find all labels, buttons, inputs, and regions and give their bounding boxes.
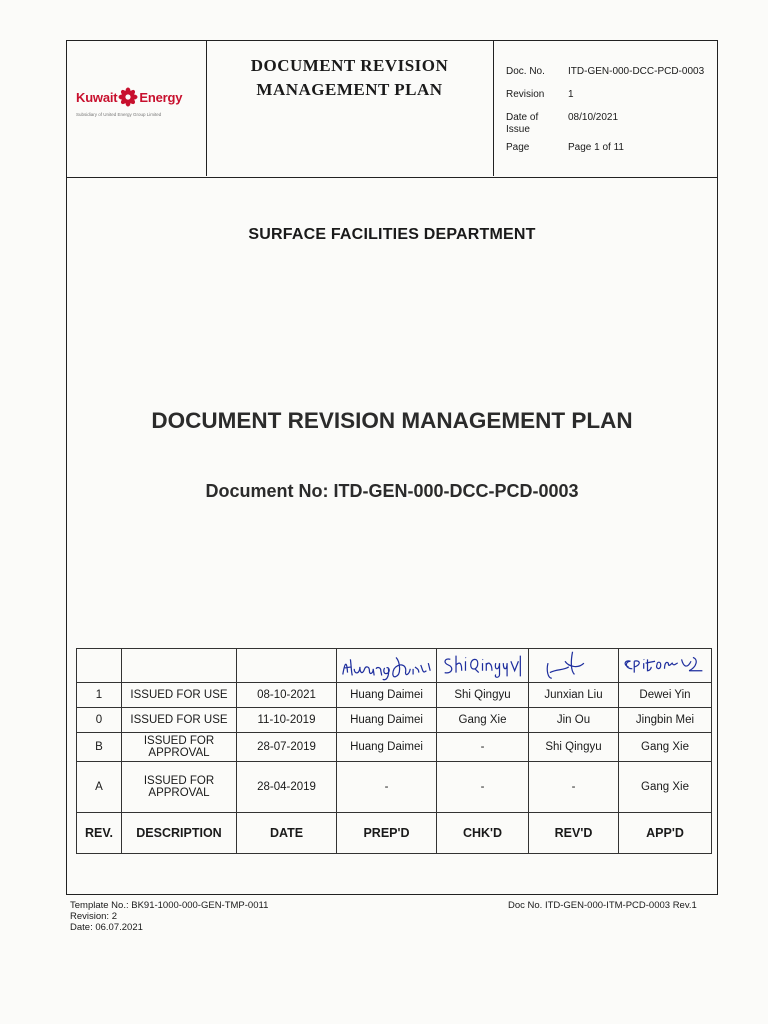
handwritten-signature-image [339,649,434,682]
rev-cell: A [77,762,122,813]
signature-cell [237,649,337,683]
description-cell: ISSUED FOR USE [122,708,237,733]
meta-value: 08/10/2021 [568,112,619,123]
appd-cell: Gang Xie [619,762,712,813]
meta-label: Date of Issue [506,112,539,135]
date-cell: 28-07-2019 [237,733,337,762]
meta-value: 1 [568,89,574,100]
table-row [77,708,712,733]
footer-template-no: Template No.: BK91-1000-000-GEN-TMP-0011 [70,900,269,911]
logo-text-left: Kuwait [76,89,118,105]
company-logo [76,86,200,108]
column-header-rev: REV. [77,813,122,854]
date-cell: 11-10-2019 [237,708,337,733]
column-header-appd: APP'D [619,813,712,854]
column-header-prepd: PREP'D [337,813,437,854]
document-header [66,40,718,178]
appd-cell: Dewei Yin [619,683,712,708]
table-header-row [77,813,712,854]
handwritten-signature-image [531,649,616,682]
signature-row [77,649,712,683]
chkd-cell: - [437,762,529,813]
revd-cell: Jin Ou [529,708,619,733]
meta-value: ITD-GEN-000-DCC-PCD-0003 [568,66,705,77]
column-header-revd: REV'D [529,813,619,854]
rev-cell: B [77,733,122,762]
column-header-description: DESCRIPTION [122,813,237,854]
chkd-cell: - [437,733,529,762]
signature-revd [529,649,619,683]
logo-text-right: Energy [139,89,183,105]
prepd-cell: Huang Daimei [337,683,437,708]
handwritten-signature-image [621,649,709,682]
signature-cell [77,649,122,683]
prepd-cell: Huang Daimei [337,708,437,733]
rev-cell: 1 [77,683,122,708]
footer-doc-no: Doc No. ITD-GEN-000-ITM-PCD-0003 Rev.1 [508,900,697,911]
meta-value: Page 1 of 11 [568,142,624,153]
description-cell: ISSUED FOR APPROVAL [122,762,237,813]
column-header-date: DATE [237,813,337,854]
signature-cell [122,649,237,683]
signature-prepd [337,649,437,683]
meta-label: Doc. No. [506,66,545,77]
prepd-cell: Huang Daimei [337,733,437,762]
meta-label: Page [506,142,530,153]
document-number: Document No: ITD-GEN-000-DCC-PCD-0003 [205,481,579,501]
footer-template-info [70,900,268,933]
chkd-cell: Gang Xie [437,708,529,733]
table-row [77,683,712,708]
logo-subtitle: Subsidiary of United Energy Group Limited [76,112,162,117]
prepd-cell: - [337,762,437,813]
header-title-line2: MANAGEMENT PLAN [256,80,443,99]
header-meta-cell [494,40,718,176]
signature-appd [619,649,712,683]
handwritten-signature-image [439,649,526,682]
document-title: DOCUMENT REVISION MANAGEMENT PLAN [151,408,633,433]
description-cell: ISSUED FOR USE [122,683,237,708]
revision-table [76,648,712,854]
revd-cell: Shi Qingyu [529,733,619,762]
appd-cell: Gang Xie [619,733,712,762]
rev-cell: 0 [77,708,122,733]
header-title-line1: DOCUMENT REVISION [250,56,449,75]
footer-revision: Revision: 2 [70,911,117,922]
revd-cell: Junxian Liu [529,683,619,708]
flower-logo-icon [118,87,138,107]
date-cell: 28-04-2019 [237,762,337,813]
header-title-cell [206,40,494,176]
date-cell: 08-10-2021 [237,683,337,708]
department-heading: SURFACE FACILITIES DEPARTMENT [248,226,536,243]
footer-date: Date: 06.07.2021 [70,922,143,933]
table-row [77,762,712,813]
column-header-chkd: CHK'D [437,813,529,854]
meta-label: Revision [506,89,545,100]
table-row [77,733,712,762]
logo-cell [66,40,207,176]
appd-cell: Jingbin Mei [619,708,712,733]
chkd-cell: Shi Qingyu [437,683,529,708]
description-cell: ISSUED FOR APPROVAL [122,733,237,762]
revd-cell: - [529,762,619,813]
signature-chkd [437,649,529,683]
